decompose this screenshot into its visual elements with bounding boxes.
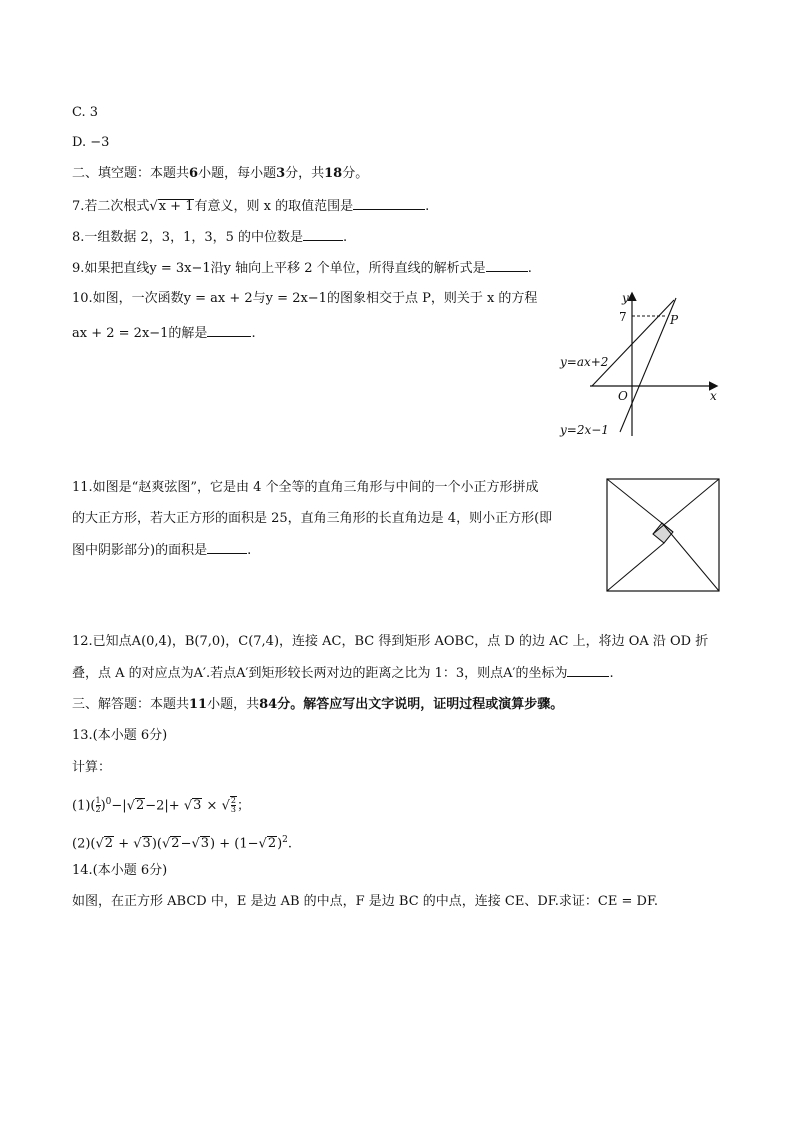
origin-label: O [618,389,628,403]
line-y-ax-plus-2 [592,300,674,386]
question-7 [72,197,429,216]
q10-graph-figure [556,286,726,442]
q7-text-b: 有意义，则 x 的取值范围是 [194,199,354,214]
q13-p1-times: × [202,798,222,814]
q13-p2-mid: )( [151,836,162,852]
q13-p1-sqrt-fraction [230,796,237,814]
option-d: D. −3 [72,135,110,150]
sqrt-icon: √ [133,836,142,852]
q12-end: . [609,666,614,681]
frac-numerator: 1 [95,796,101,806]
q10-line-1: 10.如图，一次函数y = ax + 2与y = 2x−1的图象相交于点 P，则关于 x 的方程 [72,291,538,306]
q13-p2-open: (2)( [72,836,96,852]
q7-end: . [425,199,430,214]
q13-p1-exponent: 0 [105,797,112,807]
q11-text-c: 图中阴影部分)的面积是 [72,543,208,558]
q13-p2-end: . [287,836,293,852]
q8-answer-blank[interactable] [303,228,343,241]
q14-header: 14.(本小题 6分) [72,863,168,878]
q7-text-a: 7.若二次根式 [72,199,150,214]
q11-answer-blank[interactable] [207,541,247,554]
section-2-suffix: 分。 [342,166,369,181]
q11-end: . [247,543,252,558]
q13-p1-end: ； [236,798,250,814]
question-9 [72,259,532,278]
q10-end: . [251,326,256,341]
q10-line-2 [72,324,256,343]
q13-p1-abs-open: −| [111,798,127,814]
section-2-count: 6 [189,166,199,181]
section-3-count: 11 [189,697,208,712]
sqrt-icon: √ [95,836,104,852]
q11-line-1: 11.如图是“赵爽弦图”，它是由 4 个全等的直角三角形与中间的一个小正方形拼成 [72,480,539,495]
tick-7-label: 7 [619,310,627,324]
section-2-total: 18 [324,166,343,181]
q9-text: 9.如果把直线y = 3x−1沿y 轴向上平移 2 个单位，所得直线的解析式是 [72,261,486,276]
q13-p1-abs-close: −2|+ [145,798,184,814]
q10-answer-blank[interactable] [207,324,251,337]
frac-denominator: 2 [95,805,101,815]
q13-p2-minus: − [180,836,192,852]
section-2-mid1: 小题，每小题 [198,166,277,181]
section-3-suffix: 分。解答应写出文字说明，证明过程或演算步骤。 [277,697,564,712]
q13-p1-radicand-2: 2 [135,798,145,814]
sqrt-icon: √ [258,836,267,852]
q12-answer-blank[interactable] [567,664,609,677]
q13-p2-plus: + [114,836,134,852]
q7-answer-blank[interactable] [353,197,425,210]
point-p-label: P [670,313,679,327]
sqrt-icon: √ [126,798,135,814]
q13-p2-tail: ) + (1− [210,836,259,852]
q13-p2-radicand-2: 3 [142,836,151,852]
section-3-mid1: 小题，共 [207,697,260,712]
q13-prompt: 计算： [72,760,112,775]
q13-p1-close: ) [100,798,106,814]
q12-line-2 [72,664,614,683]
section-2-points: 3 [276,166,286,181]
q13-p2-radicand-3: 2 [171,836,180,852]
option-c: C. 3 [72,105,99,120]
q9-answer-blank[interactable] [486,259,528,272]
sqrt-icon: √ [161,836,171,852]
q11-line-3 [72,541,251,560]
sqrt-icon: √ [221,798,230,814]
section-3-heading [72,696,563,714]
line-1-label: y=ax+2 [560,355,609,369]
line-2-label: y=2x−1 [560,423,609,437]
fraction-two-thirds [231,797,236,814]
frac-denominator: 3 [230,805,236,815]
q13-p2-radicand-1: 2 [104,836,114,852]
sqrt-icon: √ [191,836,200,852]
q12-line-1: 12.已知点A(0,4)，B(7,0)，C(7,4)，连接 AC，BC 得到矩形 AOBC，点 D 的边 AC 上，将边 OA 沿 OD 折 [72,634,709,649]
q8-text: 8.一组数据 2，3，1，3，5 的中位数是 [72,230,304,245]
section-2-prefix: 二、填空题：本题共 [72,166,190,181]
line-y-2x-minus-1 [620,298,676,432]
q8-end: . [343,230,348,245]
sqrt-icon: √ [149,199,158,214]
q13-part-1 [72,790,250,818]
section-3-prefix: 三、解答题：本题共 [72,697,190,712]
frac-numerator: 2 [230,796,236,806]
q11-line-2: 的大正方形，若大正方形的面积是 25，直角三角形的长直角边是 4，则小正方形(即 [72,511,553,526]
q7-radicand: x + 1 [158,199,194,214]
q13-p2-radicand-4: 3 [200,836,210,852]
q10-text-b: ax + 2 = 2x−1的解是 [72,326,208,341]
q13-p2-radicand-5: 2 [267,836,277,852]
q9-end: . [527,261,532,276]
sqrt-icon: √ [183,798,193,814]
x-axis-label: x [710,389,717,403]
q13-header: 13.(本小题 6分) [72,728,168,743]
section-3-total: 84 [259,697,278,712]
section-2-mid2: 分，共 [285,166,325,181]
q13-p2-exponent: 2 [282,835,288,845]
section-2-heading [72,165,368,183]
q13-part-2 [72,831,292,853]
q13-p1-radicand-3: 3 [193,798,202,814]
question-8 [72,228,347,247]
q13-p2-close: ) [277,836,283,852]
zhao-shuang-figure [606,478,720,592]
q13-p1-open: (1)( [72,798,96,814]
q12-text-b: 叠，点 A 的对应点为A′.若点A′到矩形较长两对边的距离之比为 1：3，则点A′的坐标为 [72,666,568,681]
y-axis-label: y [622,291,629,305]
q14-body: 如图，在正方形 ABCD 中，E 是边 AB 的中点，F 是边 BC 的中点，连接 CE、DF.求证：CE = DF. [72,894,659,909]
